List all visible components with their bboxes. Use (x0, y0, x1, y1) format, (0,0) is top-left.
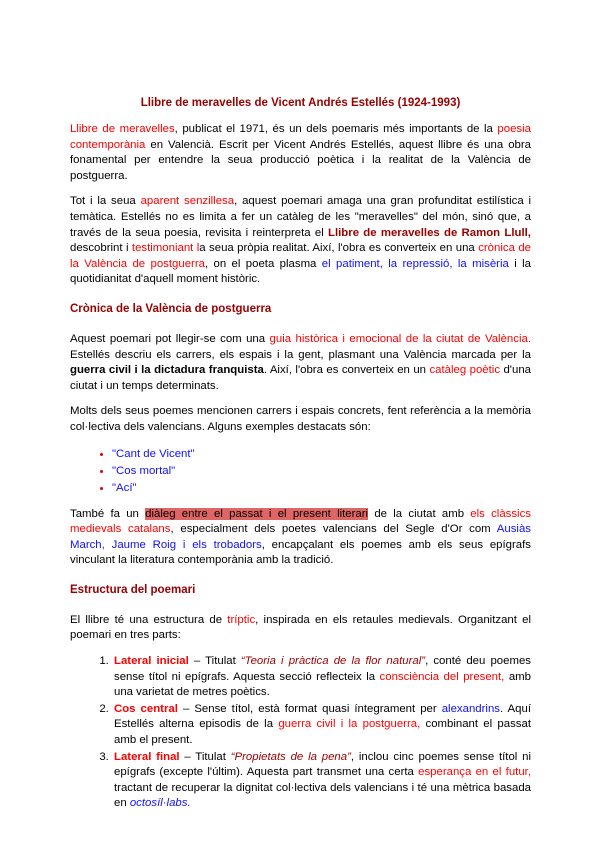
text-run-red-bold: Lateral inicial (114, 655, 189, 668)
text-run: , publicat el 1971, és un dels poemaris més importants de la (174, 123, 498, 135)
text-run: , aquest poemari amaga una gran profunditat estilística i temàtica. Estellés no es limita a fer un catàleg de les "meravelles" del món, sinó que, a través de la seua poesia, revisita i reinterpreta el (70, 195, 532, 239)
text-run-hl: diàleg entre el passat i el present literari (145, 507, 369, 520)
text-run-red: esperança en el futur, (418, 766, 531, 779)
text-run: i la quotidianitat d'aquell moment històric. (70, 257, 531, 286)
text-run: , encapçalant els poemes amb els seus epígrafs vinculant la literatura contemporània amb la tradició. (70, 538, 531, 567)
text-run-blue: Ausiàs March, Jaume Roig i els trobadors (70, 523, 531, 551)
text-run-blue: "Cant de Vicent" (112, 447, 195, 460)
text-run-red: els clàssics medievals catalans (70, 507, 531, 536)
paragraph (70, 332, 531, 394)
section-heading: Crònica de la València de postguerra (70, 302, 272, 315)
text-run-bold: guerra civil i la dictadura franquista (70, 364, 264, 377)
text-run: – Titulat (179, 750, 231, 763)
text-run: Molts dels seus poemes mencionen carrers i espais concrets, fent referència a la memòria col·lectiva dels valencians. Alguns exemples destacats són: (70, 405, 531, 433)
text-run: combinant el passat amb el present. (114, 718, 531, 747)
text-run-it-maroon: “Propietats de la pena” (230, 750, 351, 763)
text-run: amb una varietat de metres poètics. (114, 670, 531, 699)
text-run: , especialment dels poetes valencians del Segle d'Or com (170, 523, 497, 536)
paragraph (70, 194, 531, 288)
text-run-red: guia històrica i emocional de la ciutat de València. (269, 332, 531, 345)
text-run-it-blue: octosíl·labs. (129, 797, 191, 810)
text-run: de la ciutat amb (368, 507, 471, 520)
text-run: Tot i la seua (70, 195, 141, 208)
text-run: , conté deu poemes sense títol ni epígrafs. Aquesta secció reflecteix la (114, 655, 531, 683)
text-run-blue: alexandrins (441, 702, 500, 715)
paragraph (70, 404, 531, 435)
bullet-item (112, 446, 531, 463)
text-run: descobrint i (70, 242, 132, 255)
text-run-red: Llibre de meravelles (70, 123, 175, 135)
text-run: d'una ciutat i un temps determinats. (70, 364, 531, 392)
text-run-red-bold: Cos central (114, 702, 178, 715)
section-heading: Estructura del poemari (70, 583, 196, 596)
document-body (70, 122, 531, 812)
text-run: També fa un (70, 507, 146, 520)
list-item (112, 750, 531, 812)
text-run: – Sense títol, està format quasi íntegrament per (177, 702, 442, 715)
text-run-blue: "Ací" (112, 481, 137, 494)
text-run: , inclou cinc poemes sense títol ni epígrafs (excepte l'últim). Aquesta part transmet una certa (114, 750, 532, 779)
text-run: – Titulat (188, 655, 241, 668)
text-run-red: guerra civil i la postguerra, (278, 718, 421, 731)
text-run-red-bold: Lateral final (114, 750, 180, 763)
text-run-red: testimoniant l (131, 242, 200, 255)
text-run: . Així, l'obra es converteix en un (263, 364, 430, 377)
text-run: a seua pròpia realitat. Així, l'obra es converteix en una (199, 242, 479, 255)
paragraph (70, 122, 531, 184)
bullet-list (70, 446, 531, 497)
text-run: El llibre té una estructura de (70, 613, 228, 626)
text-run: Aquest poemari pot llegir-se com una (70, 332, 270, 345)
text-run: . Aquí Estellés alterna episodis de la (114, 702, 531, 731)
text-run: en Valencià. Escrit per Vicent Andrés Estellés, aquest llibre és una obra fonamental per entendre la seua producció poètica i la realitat de la València de postguerra. (70, 138, 531, 182)
text-run: tractant de recuperar la dignitat col·lectiva dels valencians i té una mètrica basada en (114, 781, 531, 810)
text-run: Estellés descriu els carrers, els espais i la gent, plasmant una València marcada per la (70, 348, 531, 361)
bullet-item (112, 480, 531, 497)
text-run-blue: el patiment, la repressió, la misèria (321, 257, 509, 270)
text-run-it-maroon: “Teoria i pràctica de la flor natural” (240, 655, 426, 668)
text-run: , on el poeta plasma (204, 257, 322, 270)
paragraph (70, 507, 531, 569)
list-item (112, 702, 531, 749)
doc-title: Llibre de meravelles de Vicent Andrés Estellés (1924-1993) (140, 97, 461, 109)
text-run-maroon-bold: Llibre de meravelles de Ramon Llull, (328, 226, 531, 239)
text-run-red: catàleg poètic (429, 364, 501, 377)
text-run-red: crònica de la València de postguerra (70, 242, 531, 270)
text-run-red: tríptic (227, 613, 256, 626)
text-run: , inspirada en els retaules medievals. Organitzant el poemari en tres parts: (70, 613, 531, 642)
text-run-blue: "Cos mortal" (112, 464, 176, 477)
text-run-red: poesia contemporània (70, 123, 531, 151)
paragraph (70, 613, 531, 644)
text-run-red: aparent senzillesa (140, 195, 235, 208)
numbered-list (70, 654, 531, 812)
bullet-item (112, 463, 531, 480)
list-item (112, 654, 531, 701)
text-run-red: consciència del present, (379, 670, 505, 683)
